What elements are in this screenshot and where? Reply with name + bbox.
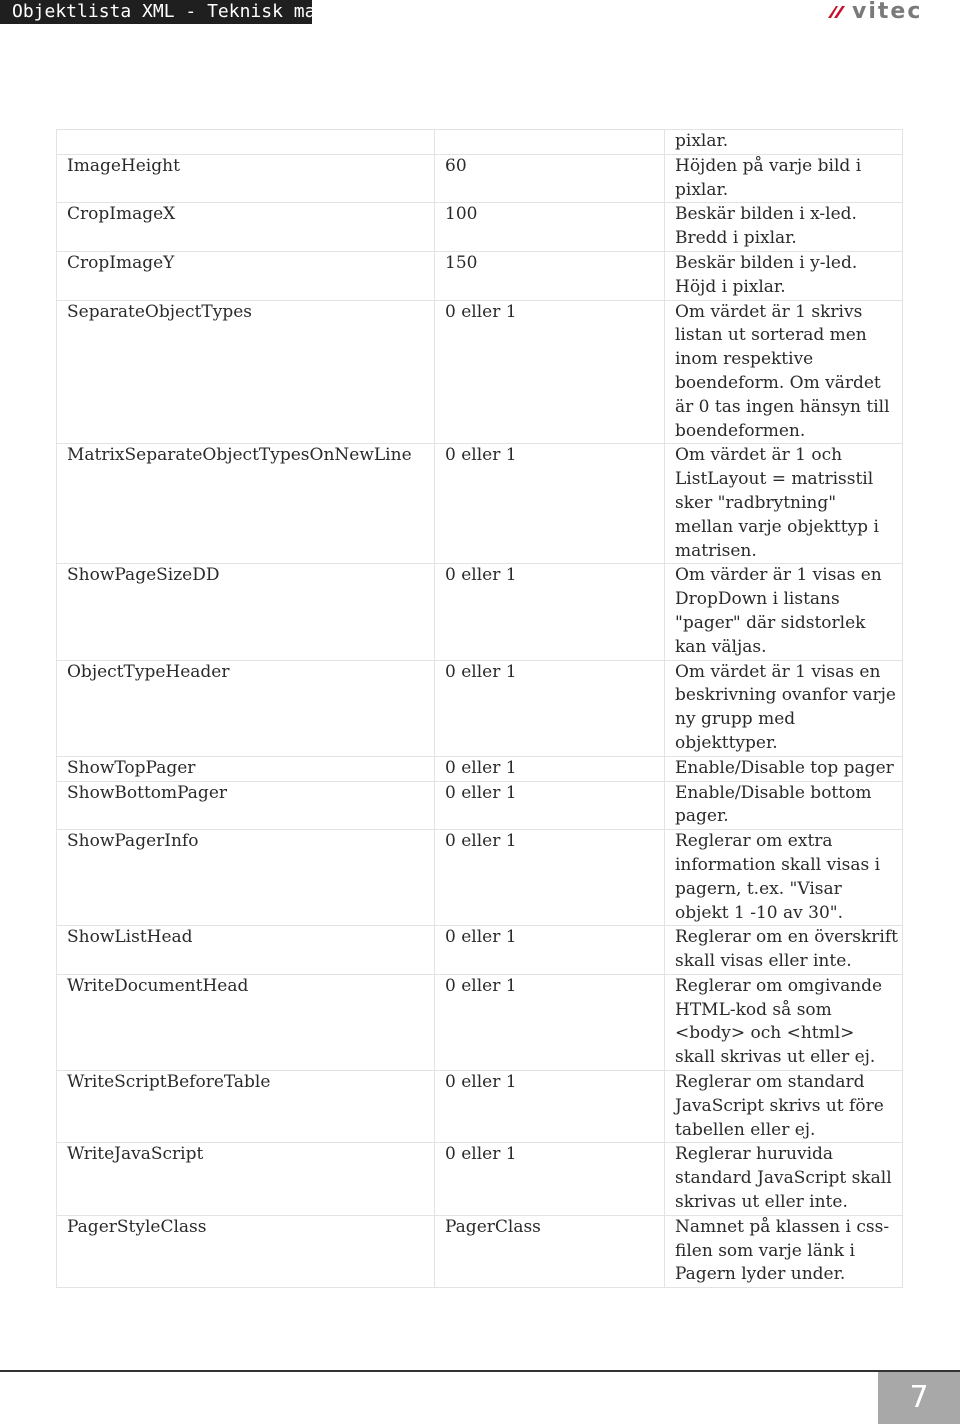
table-row (57, 926, 903, 975)
parameter-name-cell: CropImageX (57, 203, 435, 252)
parameter-name-cell: WriteScriptBeforeTable (57, 1071, 435, 1143)
footer-divider (0, 1370, 960, 1372)
table-row (57, 830, 903, 926)
vitec-logo (826, 0, 950, 24)
parameter-value-cell: 0 eller 1 (435, 444, 665, 564)
parameter-table (56, 129, 903, 1288)
parameter-value-cell: 60 (435, 154, 665, 203)
parameter-description-cell: Reglerar om omgivande HTML-kod så som <body> och <html> skall skrivas ut eller ej. (665, 974, 903, 1070)
table-row (57, 1215, 903, 1287)
parameter-table-wrapper (56, 129, 902, 1288)
parameter-value-cell: 0 eller 1 (435, 1143, 665, 1215)
parameter-description-cell: pixlar. (665, 130, 903, 155)
parameter-name-cell: ShowTopPager (57, 756, 435, 781)
parameter-description-cell: Beskär bilden i x-led. Bredd i pixlar. (665, 203, 903, 252)
table-row (57, 154, 903, 203)
parameter-name-cell: ShowPageSizeDD (57, 564, 435, 660)
parameter-value-cell: 0 eller 1 (435, 974, 665, 1070)
parameter-name-cell: CropImageY (57, 251, 435, 300)
parameter-value-cell (435, 130, 665, 155)
parameter-value-cell: 0 eller 1 (435, 1071, 665, 1143)
table-row (57, 130, 903, 155)
parameter-description-cell: Namnet på klassen i css-filen som varje länk i Pagern lyder under. (665, 1215, 903, 1287)
parameter-description-cell: Enable/Disable bottom pager. (665, 781, 903, 830)
parameter-description-cell: Enable/Disable top pager (665, 756, 903, 781)
parameter-name-cell: PagerStyleClass (57, 1215, 435, 1287)
parameter-name-cell (57, 130, 435, 155)
parameter-description-cell: Reglerar om en överskrift skall visas eller inte. (665, 926, 903, 975)
parameter-value-cell: 0 eller 1 (435, 926, 665, 975)
table-row (57, 1143, 903, 1215)
table-row (57, 1071, 903, 1143)
vitec-logo-icon (826, 4, 848, 20)
table-row (57, 564, 903, 660)
parameter-description-cell: Om värdet är 1 och ListLayout = matrisstil sker "radbrytning" mellan varje objekttyp i matrisen. (665, 444, 903, 564)
page-header (0, 0, 960, 24)
parameter-name-cell: ShowListHead (57, 926, 435, 975)
parameter-value-cell: 0 eller 1 (435, 300, 665, 444)
table-row (57, 660, 903, 756)
parameter-description-cell: Reglerar om extra information skall visas i pagern, t.ex. "Visar objekt 1 -10 av 30". (665, 830, 903, 926)
parameter-value-cell: 150 (435, 251, 665, 300)
parameter-name-cell: ObjectTypeHeader (57, 660, 435, 756)
parameter-value-cell: 0 eller 1 (435, 564, 665, 660)
parameter-name-cell: ShowPagerInfo (57, 830, 435, 926)
parameter-description-cell: Om värder är 1 visas en DropDown i listans "pager" där sidstorlek kan väljas. (665, 564, 903, 660)
parameter-description-cell: Beskär bilden i y-led. Höjd i pixlar. (665, 251, 903, 300)
parameter-value-cell: 0 eller 1 (435, 781, 665, 830)
page-number: 7 (878, 1372, 960, 1424)
parameter-value-cell: 100 (435, 203, 665, 252)
parameter-description-cell: Om värdet är 1 visas en beskrivning ovanfor varje ny grupp med objekttyper. (665, 660, 903, 756)
parameter-name-cell: ShowBottomPager (57, 781, 435, 830)
document-title: Objektlista XML - Teknisk manual (0, 0, 312, 24)
parameter-description-cell: Reglerar om standard JavaScript skrivs ut före tabellen eller ej. (665, 1071, 903, 1143)
table-row (57, 203, 903, 252)
parameter-description-cell: Reglerar huruvida standard JavaScript skall skrivas ut eller inte. (665, 1143, 903, 1215)
logo-text: vitec (852, 0, 923, 24)
parameter-value-cell: 0 eller 1 (435, 830, 665, 926)
parameter-name-cell: SeparateObjectTypes (57, 300, 435, 444)
parameter-description-cell: Höjden på varje bild i pixlar. (665, 154, 903, 203)
parameter-description-cell: Om värdet är 1 skrivs listan ut sorterad men inom respektive boendeform. Om värdet är 0 tas ingen hänsyn till boendeformen. (665, 300, 903, 444)
parameter-value-cell: 0 eller 1 (435, 660, 665, 756)
parameter-name-cell: ImageHeight (57, 154, 435, 203)
table-row (57, 974, 903, 1070)
table-row (57, 444, 903, 564)
parameter-name-cell: MatrixSeparateObjectTypesOnNewLine (57, 444, 435, 564)
parameter-name-cell: WriteDocumentHead (57, 974, 435, 1070)
parameter-name-cell: WriteJavaScript (57, 1143, 435, 1215)
table-row (57, 300, 903, 444)
parameter-value-cell: PagerClass (435, 1215, 665, 1287)
parameter-value-cell: 0 eller 1 (435, 756, 665, 781)
table-row (57, 756, 903, 781)
table-row (57, 781, 903, 830)
table-row (57, 251, 903, 300)
